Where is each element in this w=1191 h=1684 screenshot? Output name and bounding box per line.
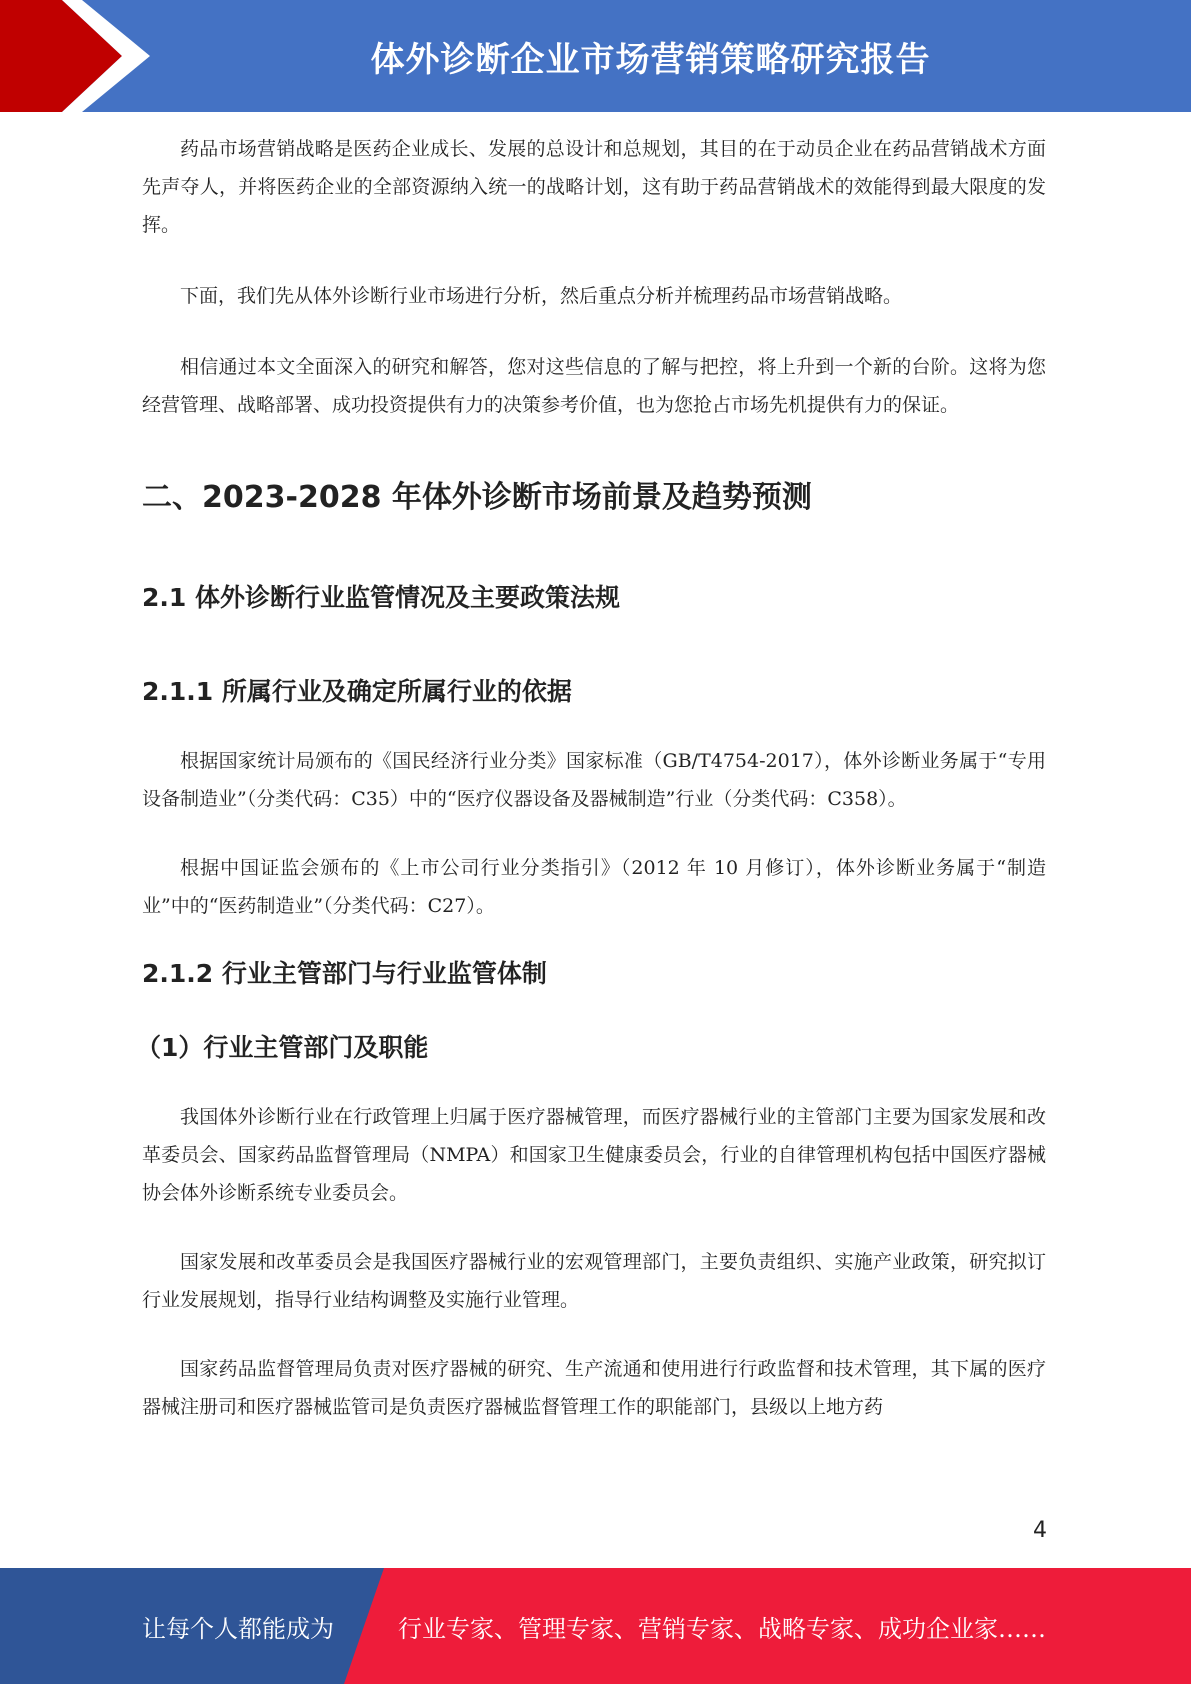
section-2-1-heading: 2.1 体外诊断行业监管情况及主要政策法规 <box>142 583 620 612</box>
paragraph-ndrc: 国家发展和改革委员会是我国医疗器械行业的宏观管理部门，主要负责组织、实施产业政策，研究拟订行业发展规划，指导行业结构调整及实施行业管理。 <box>142 1251 1046 1311</box>
paragraph-csrc-classification: 根据中国证监会颁布的《上市公司行业分类指引》（2012 年 10 月修订），体外诊断业务属于“制造业”中的“医药制造业”（分类代码：C27）。 <box>142 857 1046 917</box>
section-2-1-2-heading: 2.1.2 行业主管部门与行业监管体制 <box>142 959 547 988</box>
intro-paragraph-3: 相信通过本文全面深入的研究和解答，您对这些信息的了解与把控，将上升到一个新的台阶。这将为您经营管理、战略部署、成功投资提供有力的决策参考价值，也为您抢占市场先机提供有力的保证。 <box>142 356 1046 416</box>
footer-slogan-right: 行业专家、管理专家、营销专家、战略专家、成功企业家…… <box>398 1614 1046 1643</box>
section-2-1-1-heading: 2.1.1 所属行业及确定所属行业的依据 <box>142 677 572 706</box>
intro-paragraph-2: 下面，我们先从体外诊断行业市场进行分析，然后重点分析并梳理药品市场营销战略。 <box>180 285 903 307</box>
footer-slogan-left: 让每个人都能成为 <box>142 1614 334 1643</box>
page-number: 4 <box>1033 1518 1047 1543</box>
header-arrow-decoration <box>0 0 150 112</box>
footer-banner <box>0 1568 1191 1684</box>
paragraph-nmpa: 国家药品监督管理局负责对医疗器械的研究、生产流通和使用进行行政监督和技术管理，其下属的医疗器械注册司和医疗器械监管司是负责医疗器械监督管理工作的职能部门，县级以上地方药 <box>142 1358 1046 1418</box>
paragraph-industry-classification: 根据国家统计局颁布的《国民经济行业分类》国家标准（GB/T4754-2017），体外诊断业务属于“专用设备制造业”（分类代码：C35）中的“医疗仪器设备及器械制造”行业（分类代码：C358）。 <box>142 750 1046 810</box>
header-bar <box>0 0 1191 112</box>
paragraph-regulators: 我国体外诊断行业在行政管理上归属于医疗器械管理，而医疗器械行业的主管部门主要为国家发展和改革委员会、国家药品监督管理局（NMPA）和国家卫生健康委员会，行业的自律管理机构包括中国医疗器械协会体外诊断系统专业委员会。 <box>142 1106 1046 1204</box>
page-content <box>136 130 1046 1426</box>
report-title: 体外诊断企业市场营销策略研究报告 <box>370 39 931 80</box>
subsection-1-heading: （1）行业主管部门及职能 <box>136 1033 429 1062</box>
section-2-heading: 二、2023-2028 年体外诊断市场前景及趋势预测 <box>142 480 812 515</box>
intro-paragraph-1: 药品市场营销战略是医药企业成长、发展的总设计和总规划，其目的在于动员企业在药品营销战术方面先声夺人，并将医药企业的全部资源纳入统一的战略计划，这有助于药品营销战术的效能得到最大限度的发挥。 <box>142 138 1046 236</box>
